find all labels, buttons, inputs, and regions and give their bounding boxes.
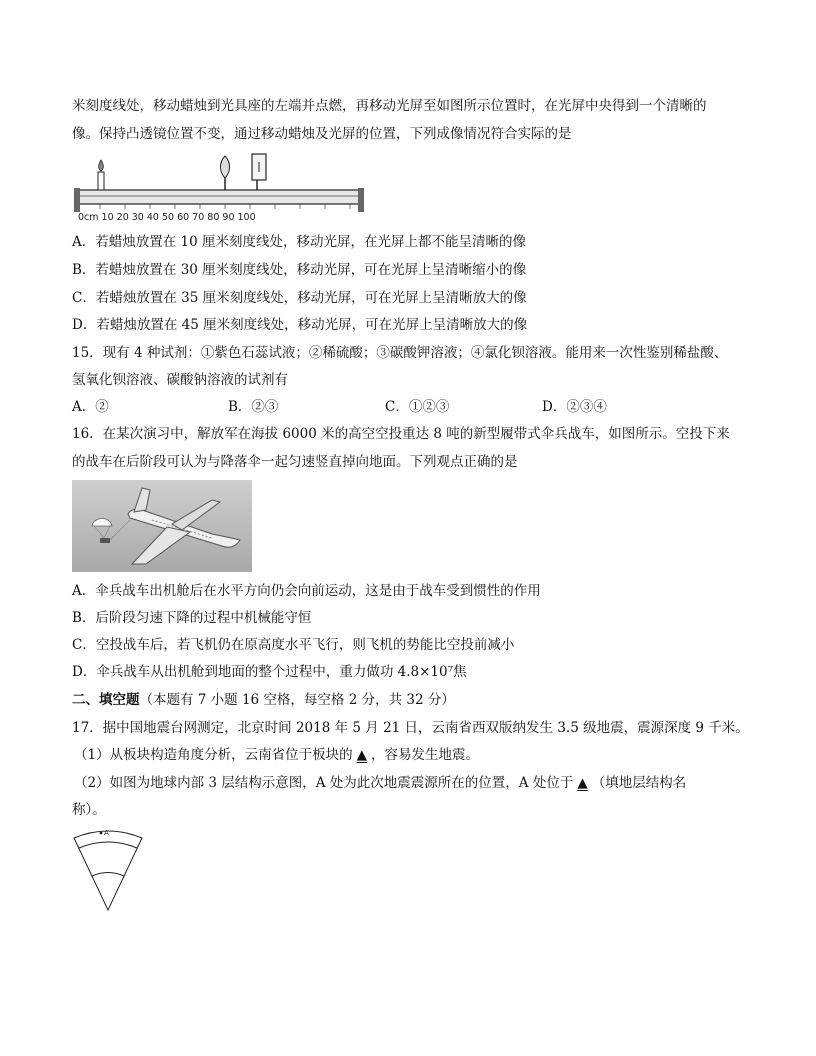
q17-sub2-line2: 称）。 bbox=[72, 802, 106, 818]
q16-option-a: A．伞兵战车出机舱后在水平方向仍会向前运动，这是由于战车受到惯性的作用 bbox=[72, 583, 541, 599]
q15-option-c: C．①②③ bbox=[385, 399, 450, 415]
q15-option-d: D．②③④ bbox=[542, 399, 607, 415]
q17-sub1-text-b: ，容易发生地震。 bbox=[370, 747, 479, 763]
q16-option-d: D．伞兵战车从出机舱到地面的整个过程中，重力做功 4.8×10⁷焦 bbox=[72, 664, 467, 680]
q17-sub2-text-b: （填地层结构名 bbox=[591, 775, 687, 791]
q17-answer-blank-2[interactable]: ▲ bbox=[577, 775, 588, 791]
q14-stem-line2: 像。保持凸透镜位置不变，通过移动蜡烛及光屏的位置，下列成像情况符合实际的是 bbox=[72, 126, 572, 142]
section2-title: 二、填空题 bbox=[72, 692, 140, 708]
q17-stem: 17．据中国地震台网测定，北京时间 2018 年 5 月 21 日，云南省西双版纳发生 3.5 级地震，震源深度 9 千米。 bbox=[72, 720, 749, 736]
q17-answer-blank-1[interactable]: ▲ bbox=[356, 747, 367, 763]
q16-option-c: C．空投战车后，若飞机仍在原高度水平飞行，则飞机的势能比空投前减小 bbox=[72, 637, 515, 653]
section2-heading bbox=[72, 690, 744, 710]
q16-stem-line2: 的战车在后阶段可认为与降落伞一起匀速竖直掉向地面。下列观点正确的是 bbox=[72, 454, 518, 470]
section2-note: （本题有 7 小题 16 空格，每空格 2 分，共 32 分） bbox=[139, 692, 455, 708]
airplane-airdrop-icon bbox=[72, 480, 252, 572]
optical-bench-icon bbox=[72, 152, 372, 224]
q15-stem-line2: 氢氧化钡溶液、碳酸钠溶液的试剂有 bbox=[72, 372, 288, 388]
earth-structure-diagram bbox=[70, 826, 146, 914]
q15-option-b: B．②③ bbox=[228, 399, 279, 415]
q16-option-b: B．后阶段匀速下降的过程中机械能守恒 bbox=[72, 610, 312, 626]
q14-option-a: A．若蜡烛放置在 10 厘米刻度线处，移动光屏，在光屏上都不能呈清晰的像 bbox=[72, 234, 527, 250]
airplane-photo bbox=[72, 480, 252, 572]
q15-stem-line1: 15．现有 4 种试剂：①紫色石蕊试液；②稀硫酸；③碳酸钾溶液；④氯化钡溶液。能用来一次性鉴别稀盐酸、 bbox=[72, 345, 728, 361]
q14-option-d: D．若蜡烛放置在 45 厘米刻度线处，移动光屏，可在光屏上呈清晰放大的像 bbox=[72, 317, 528, 333]
q14-stem-line1: 米刻度线处，移动蜡烛到光具座的左端并点燃，再移动光屏至如图所示位置时，在光屏中央得到一个清晰的 bbox=[72, 98, 707, 114]
optical-bench-figure bbox=[72, 152, 372, 224]
q14-option-c: C．若蜡烛放置在 35 厘米刻度线处，移动光屏，可在光屏上呈清晰放大的像 bbox=[72, 290, 527, 306]
q15-option-a: A．② bbox=[72, 399, 109, 415]
q17-sub1-text-a: （1）从板块构造角度分析，云南省位于板块的 bbox=[74, 747, 353, 763]
q17-sub2-text-a: （2）如图为地球内部 3 层结构示意图，A 处为此次地震震源所在的位置，A 处位于 bbox=[74, 775, 574, 791]
q17-sub1 bbox=[74, 745, 746, 765]
q17-sub2 bbox=[74, 773, 746, 793]
q14-option-b: B．若蜡烛放置在 30 厘米刻度线处，移动光屏，可在光屏上呈清晰缩小的像 bbox=[72, 262, 527, 278]
q15-options bbox=[72, 397, 744, 417]
q16-stem-line1: 16．在某次演习中，解放军在海拔 6000 米的高空空投重达 8 吨的新型履带式伞兵战车，如图所示。空投下来 bbox=[72, 426, 730, 442]
diagram-label-a: A bbox=[104, 829, 109, 837]
earth-layers-icon bbox=[70, 826, 146, 914]
bench-scale-label: 0cm 10 20 30 40 50 60 70 80 90 100 bbox=[78, 212, 256, 223]
